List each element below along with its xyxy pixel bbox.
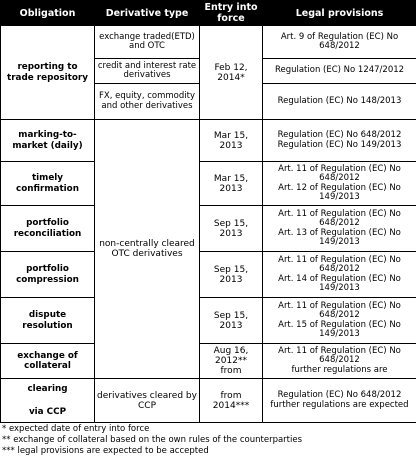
entry-line: 2014*** bbox=[212, 400, 250, 411]
entry-timely: Mar 15, 2013 bbox=[200, 162, 263, 206]
provision-line: Art. 11 of Regulation (EC) No 648/2012 bbox=[278, 300, 401, 320]
table-row bbox=[1, 26, 416, 59]
entry-portfolio-compression: Sep 15, 2013 bbox=[200, 252, 263, 298]
table-row bbox=[1, 379, 416, 423]
obligation-dispute-resolution: dispute resolution bbox=[1, 298, 95, 344]
provision-line: Regulation (EC) No 648/2012 bbox=[277, 390, 402, 400]
obligation-exchange-collateral: exchange of collateral bbox=[1, 344, 95, 379]
provisions-dispute-resolution bbox=[263, 298, 416, 344]
obligation-line: via CCP bbox=[28, 407, 67, 417]
table-row bbox=[1, 252, 416, 298]
derivative-type-credit-interest: credit and interest rate derivatives bbox=[95, 59, 200, 84]
provision-line: Art. 11 of Regulation (EC) No 648/2012 bbox=[278, 208, 401, 228]
derivative-type-fx-equity: FX, equity, commodity and other derivatives bbox=[95, 84, 200, 120]
provision-reporting-3: Regulation (EC) No 148/2013 bbox=[263, 84, 416, 120]
obligation-marking: marking-to-market (daily) bbox=[1, 120, 95, 162]
obligation-line: clearing bbox=[27, 383, 68, 394]
provision-reporting-1: Art. 9 of Regulation (EC) No 648/2012 bbox=[263, 26, 416, 59]
table-row bbox=[1, 344, 416, 379]
header-derivative-type: Derivative type bbox=[95, 1, 200, 26]
entry-line: from bbox=[220, 366, 242, 376]
derivative-type-cleared-ccp: derivatives cleared by CCP bbox=[95, 379, 200, 423]
footnote: * expected date of entry into force bbox=[2, 424, 150, 434]
entry-marking: Mar 15, 2013 bbox=[200, 120, 263, 162]
table-row bbox=[1, 120, 416, 162]
obligation-timely: timely confirmation bbox=[1, 162, 95, 206]
provision-line: Art. 15 of Regulation (EC) No 149/2013 bbox=[278, 319, 401, 339]
provisions-exchange-collateral bbox=[263, 344, 416, 379]
entry-dispute-resolution: Sep 15, 2013 bbox=[200, 298, 263, 344]
provision-reporting-2: Regulation (EC) No 1247/2012 bbox=[263, 59, 416, 84]
provision-line: Art. 12 of Regulation (EC) No 149/2013 bbox=[278, 182, 401, 202]
obligation-clearing-via-ccp bbox=[1, 379, 95, 423]
entry-portfolio-reconciliation: Sep 15, 2013 bbox=[200, 206, 263, 252]
entry-line: Aug 16, 2012** bbox=[213, 346, 249, 366]
derivative-type-non-central: non-centrally cleared OTC derivatives bbox=[95, 120, 200, 379]
footnotes bbox=[2, 424, 302, 457]
entry-reporting: Feb 12, 2014* bbox=[200, 26, 263, 120]
provision-line: Art. 11 of Regulation (EC) No 648/2012 bbox=[278, 254, 401, 274]
entry-clearing bbox=[200, 379, 263, 423]
provision-line: Art. 11 of Regulation (EC) No 648/2012 bbox=[278, 163, 401, 183]
table-row bbox=[1, 206, 416, 252]
header-row bbox=[1, 1, 416, 26]
provision-line: further regulations are expected bbox=[270, 399, 409, 410]
provisions-marking bbox=[263, 120, 416, 162]
spacer bbox=[3, 394, 92, 407]
provisions-timely bbox=[263, 162, 416, 206]
obligation-portfolio-reconciliation: portfolio reconciliation bbox=[1, 206, 95, 252]
derivative-type-etd-otc: exchange traded(ETD) and OTC bbox=[95, 26, 200, 59]
provision-line: Regulation (EC) No 648/2012 bbox=[277, 130, 402, 140]
entry-line: from bbox=[220, 390, 242, 401]
provision-line: Art. 13 of Regulation (EC) No 149/2013 bbox=[278, 227, 401, 247]
header-obligation: Obligation bbox=[1, 1, 95, 26]
entry-exchange-collateral bbox=[200, 344, 263, 379]
obligation-reporting: reporting to trade repository bbox=[1, 26, 95, 120]
provisions-clearing bbox=[263, 379, 416, 423]
header-entry-into-force: Entry into force bbox=[200, 1, 263, 26]
table-row bbox=[1, 298, 416, 344]
footnote: *** legal provisions are expected to be accepted bbox=[2, 446, 209, 456]
provisions-portfolio-reconciliation bbox=[263, 206, 416, 252]
provision-line: Regulation (EC) No 149/2013 bbox=[277, 139, 402, 150]
provision-line: Art. 11 of Regulation (EC) No 648/2012 bbox=[278, 345, 401, 366]
provisions-portfolio-compression bbox=[263, 252, 416, 298]
header-legal-provisions: Legal provisions bbox=[263, 1, 416, 26]
obligation-portfolio-compression: portfolio compression bbox=[1, 252, 95, 298]
provision-line: further regulations are bbox=[291, 364, 388, 375]
table-row bbox=[1, 162, 416, 206]
footnote: ** exchange of collateral based on the own rules of the counterparties bbox=[2, 435, 303, 445]
provision-line: Art. 14 of Regulation (EC) No 149/2013 bbox=[278, 273, 401, 293]
